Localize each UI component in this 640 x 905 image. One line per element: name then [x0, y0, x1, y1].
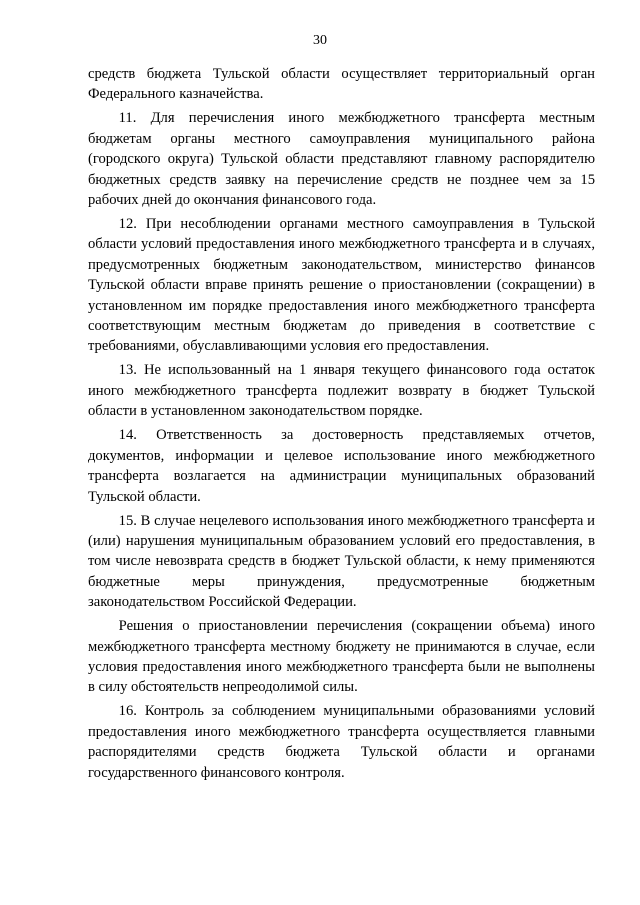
- paragraph-15: 15. В случае нецелевого использования иного межбюджетного трансферта и (или) нарушения муниципальным образованием условий его предоставления, в том числе невозврата средств в бюджет Тульской области, к нему применяются бюджетные меры принуждения, предусмотренные бюджетным законодательством Российской Федерации.: [88, 512, 595, 611]
- paragraph-12: 12. При несоблюдении органами местного самоуправления в Тульской области условий предоставления иного межбюджетного трансферта и в случаях, предусмотренных бюджетным законодательством, министерство финансов Тульской области вправе принять решение о приостановлении (сокращении) в установленном им порядке предоставления иного межбюджетного трансферта соответствующим местным бюджетам до приведения в соответствие с требованиями, обуславливающими условия его предоставления.: [88, 216, 595, 355]
- paragraph-15-decisions: Решения о приостановлении перечисления (сокращении объема) иного межбюджетного трансферта местному бюджету не принимаются в случае, если условия предоставления иного межбюджетного трансферта были не выполнены в силу обстоятельств непреодолимой силы.: [88, 618, 595, 696]
- paragraph-11: 11. Для перечисления иного межбюджетного трансферта местным бюджетам органы местного самоуправления муниципального района (городского округа) Тульской области представляют главному распорядителю бюджетных средств заявку на перечисление средств не позднее чем за 15 рабочих дней до окончания финансового года.: [88, 110, 595, 209]
- paragraph-continuation: средств бюджета Тульской области осуществляет территориальный орган Федерального казначейства.: [88, 66, 595, 103]
- document-body: [88, 64, 595, 787]
- paragraph-14: 14. Ответственность за достоверность представляемых отчетов, документов, информации и целевое использование иного межбюджетного трансферта возлагается на администрации муниципальных образований Тульской области.: [88, 427, 595, 505]
- page-number: 30: [313, 33, 327, 48]
- paragraph-13: 13. Не использованный на 1 января текущего финансового года остаток иного межбюджетного трансферта подлежит возврату в бюджет Тульской области в установленном законодательством порядке.: [88, 362, 595, 420]
- paragraph-16: 16. Контроль за соблюдением муниципальными образованиями условий предоставления иного межбюджетного трансферта осуществляется главными распорядителями средств бюджета Тульской области и органами государственного финансового контроля.: [88, 703, 595, 781]
